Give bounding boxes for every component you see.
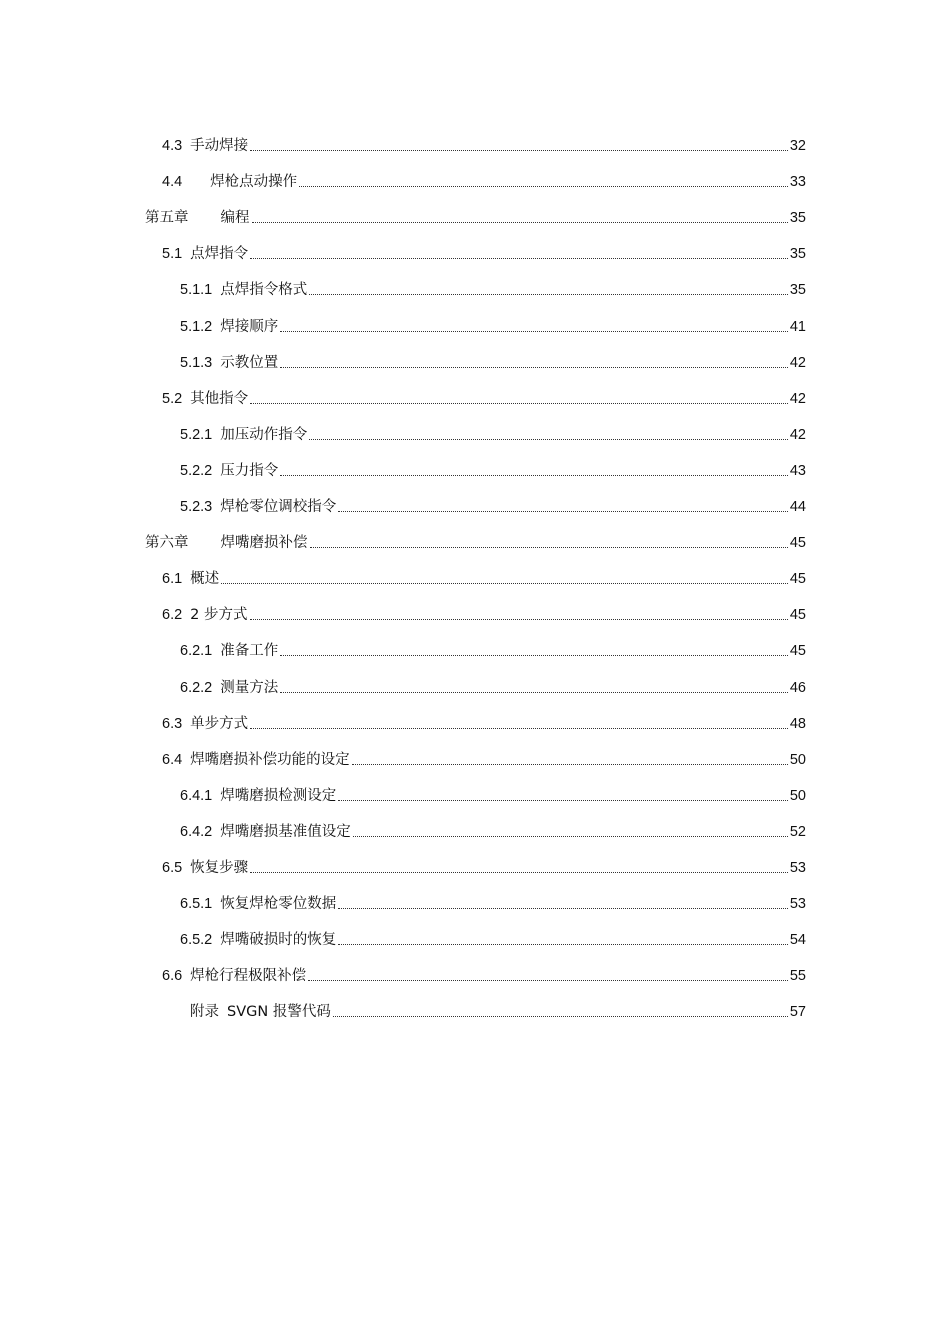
toc-dot-leader bbox=[250, 403, 788, 404]
toc-entry[interactable] bbox=[180, 805, 806, 841]
toc-entry-title: 焊接顺序 bbox=[220, 318, 279, 335]
toc-page-number: 35 bbox=[789, 246, 806, 263]
toc-entry-number: 6.5 bbox=[162, 860, 183, 876]
toc-entry[interactable] bbox=[162, 949, 806, 985]
toc-page-number: 50 bbox=[789, 787, 806, 804]
toc-entry-title: 焊嘴磨损基准值设定 bbox=[220, 823, 351, 840]
toc-entry-number: 5.1.1 bbox=[180, 282, 213, 299]
toc-page-number: 46 bbox=[789, 679, 806, 696]
toc-page-number: 53 bbox=[789, 896, 806, 913]
toc-dot-leader bbox=[250, 619, 788, 620]
toc-dot-leader bbox=[252, 222, 788, 223]
toc-page-number: 35 bbox=[789, 282, 806, 299]
toc-entry[interactable] bbox=[145, 191, 806, 227]
toc-entry-title: 编程 bbox=[220, 210, 250, 227]
toc-entry-title: 焊嘴磨损补偿功能的设定 bbox=[190, 751, 350, 768]
toc-entry[interactable] bbox=[145, 516, 806, 552]
toc-page-number: 44 bbox=[789, 499, 806, 515]
toc-entry[interactable] bbox=[190, 985, 806, 1021]
toc-entry[interactable] bbox=[162, 119, 806, 155]
toc-entry[interactable] bbox=[180, 263, 806, 299]
toc-entry-number: 5.2.2 bbox=[180, 462, 213, 479]
toc-entry-number: 4.3 bbox=[162, 138, 183, 154]
toc-entry-title: 点焊指令 bbox=[190, 246, 249, 263]
toc-dot-leader bbox=[309, 439, 788, 440]
toc-entry[interactable] bbox=[180, 300, 806, 336]
toc-dot-leader bbox=[338, 944, 788, 945]
toc-entry-title: 焊枪零位调校指令 bbox=[220, 499, 337, 515]
toc-entry[interactable] bbox=[180, 769, 806, 805]
toc-entry[interactable] bbox=[180, 480, 806, 516]
toc-entry[interactable] bbox=[180, 336, 806, 372]
toc-page-number: 45 bbox=[789, 535, 806, 552]
toc-entry-number: 5.1.3 bbox=[180, 354, 213, 371]
toc-entry-title: 焊枪行程极限补偿 bbox=[190, 968, 307, 985]
toc-entry[interactable] bbox=[162, 841, 806, 877]
toc-page-number: 42 bbox=[789, 426, 806, 443]
toc-entry-number: 6.2.2 bbox=[180, 679, 213, 696]
toc-dot-leader bbox=[280, 367, 788, 368]
toc-entry-number: 5.2.3 bbox=[180, 499, 213, 515]
toc-entry-number: 6.2 bbox=[162, 607, 183, 624]
toc-dot-leader bbox=[352, 764, 788, 765]
toc-page-number: 48 bbox=[789, 715, 806, 732]
toc-entry-number: 6.4.2 bbox=[180, 823, 213, 840]
toc-entry-title: 压力指令 bbox=[220, 462, 279, 479]
toc-dot-leader bbox=[353, 836, 788, 837]
toc-entry[interactable] bbox=[162, 155, 806, 191]
toc-entry-title: 焊嘴磨损检测设定 bbox=[220, 787, 337, 804]
toc-entry-title: 加压动作指令 bbox=[220, 426, 308, 443]
toc-dot-leader bbox=[250, 258, 788, 259]
toc-dot-leader bbox=[250, 150, 788, 151]
toc-entry-title: 概述 bbox=[190, 571, 220, 588]
toc-entry-number: 5.2.1 bbox=[180, 426, 213, 443]
toc-entry-title: 焊枪点动操作 bbox=[210, 174, 298, 191]
toc-entry-number: 6.6 bbox=[162, 968, 183, 985]
toc-entry-number: 5.1.2 bbox=[180, 318, 213, 335]
toc-entry-number: 附录 bbox=[190, 1004, 219, 1021]
toc-entry[interactable] bbox=[162, 733, 806, 769]
toc-dot-leader bbox=[309, 294, 788, 295]
toc-dot-leader bbox=[221, 583, 788, 584]
toc-entry-title: 恢复焊枪零位数据 bbox=[220, 896, 337, 913]
toc-page-number: 50 bbox=[789, 751, 806, 768]
toc-page-number: 54 bbox=[789, 932, 806, 949]
toc-dot-leader bbox=[310, 547, 788, 548]
toc-entry[interactable] bbox=[180, 913, 806, 949]
toc-entry[interactable] bbox=[162, 372, 806, 408]
toc-page-number: 42 bbox=[789, 390, 806, 407]
toc-entry-title: SVGN 报警代码 bbox=[227, 1004, 331, 1021]
toc-page-number: 41 bbox=[789, 318, 806, 335]
toc-page-number: 33 bbox=[789, 174, 806, 191]
toc-entry[interactable] bbox=[180, 408, 806, 444]
toc-dot-leader bbox=[338, 908, 788, 909]
toc-dot-leader bbox=[333, 1016, 788, 1017]
toc-page-number: 55 bbox=[789, 968, 806, 985]
toc-entry-number: 6.3 bbox=[162, 715, 183, 732]
toc-entry[interactable] bbox=[162, 588, 806, 624]
toc-entry[interactable] bbox=[162, 227, 806, 263]
toc-dot-leader bbox=[338, 511, 788, 512]
toc-dot-leader bbox=[280, 692, 788, 693]
toc-entry-title: 单步方式 bbox=[190, 715, 249, 732]
toc-entry-number: 6.5.1 bbox=[180, 896, 213, 913]
toc-dot-leader bbox=[280, 655, 788, 656]
toc-entry-number: 5.1 bbox=[162, 246, 183, 263]
toc-page-number: 52 bbox=[789, 823, 806, 840]
toc-entry-number: 第五章 bbox=[145, 210, 189, 227]
toc-entry-title: 示教位置 bbox=[220, 354, 279, 371]
toc-dot-leader bbox=[299, 186, 788, 187]
toc-page-number: 32 bbox=[789, 138, 806, 154]
toc-page-number: 43 bbox=[789, 462, 806, 479]
toc-page-number: 53 bbox=[789, 860, 806, 876]
toc-dot-leader bbox=[250, 872, 788, 873]
toc-dot-leader bbox=[308, 980, 788, 981]
toc-entry-number: 6.2.1 bbox=[180, 643, 213, 660]
toc-dot-leader bbox=[280, 331, 788, 332]
toc-entry[interactable] bbox=[180, 444, 806, 480]
toc-entry[interactable] bbox=[180, 661, 806, 697]
toc-entry-number: 5.2 bbox=[162, 390, 183, 407]
toc-page-number: 35 bbox=[789, 210, 806, 227]
toc-dot-leader bbox=[280, 475, 788, 476]
toc-entry-number: 6.4 bbox=[162, 751, 183, 768]
toc-page-number: 42 bbox=[789, 354, 806, 371]
toc-entry-title: 焊嘴破损时的恢复 bbox=[220, 932, 337, 949]
toc-entry-title: 恢复步骤 bbox=[190, 860, 249, 876]
toc-entry[interactable] bbox=[180, 624, 806, 660]
toc-entry[interactable] bbox=[162, 552, 806, 588]
toc-entry-number: 6.1 bbox=[162, 571, 183, 588]
toc-entry-title: 测量方法 bbox=[220, 679, 279, 696]
toc-entry[interactable] bbox=[180, 877, 806, 913]
toc-entry-title: 其他指令 bbox=[190, 390, 249, 407]
toc-page-number: 57 bbox=[789, 1004, 806, 1021]
toc-page-number: 45 bbox=[789, 643, 806, 660]
toc-entry-title: 2 步方式 bbox=[190, 607, 248, 624]
toc-dot-leader bbox=[338, 800, 788, 801]
toc-dot-leader bbox=[250, 728, 788, 729]
toc-entry-title: 点焊指令格式 bbox=[220, 282, 308, 299]
toc-entry-number: 6.4.1 bbox=[180, 787, 213, 804]
toc-entry-title: 准备工作 bbox=[220, 643, 279, 660]
toc-entry-number: 4.4 bbox=[162, 174, 183, 191]
toc-entry-title: 手动焊接 bbox=[190, 138, 249, 154]
toc-entry[interactable] bbox=[162, 697, 806, 733]
toc-page-number: 45 bbox=[789, 571, 806, 588]
toc-entry-title: 焊嘴磨损补偿 bbox=[220, 535, 308, 552]
toc-page-number: 45 bbox=[789, 607, 806, 624]
toc-entry-number: 6.5.2 bbox=[180, 932, 213, 949]
toc-entry-number: 第六章 bbox=[145, 535, 189, 552]
